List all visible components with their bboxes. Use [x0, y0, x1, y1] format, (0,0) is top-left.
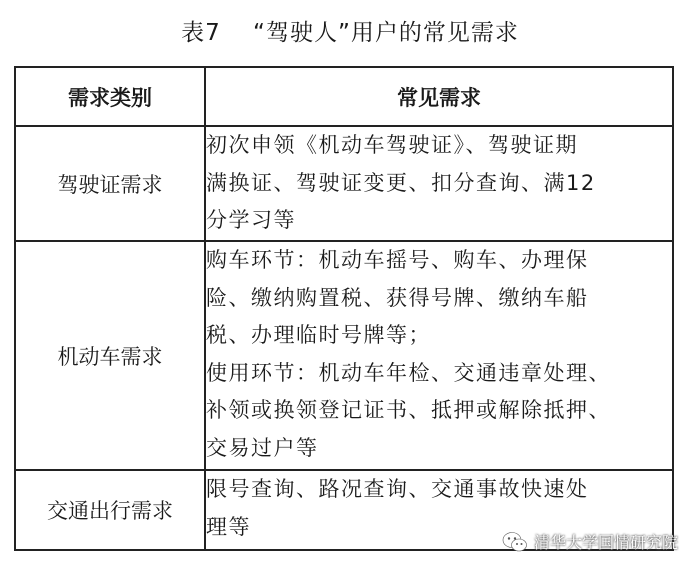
requirement-line: 税、办理临时号牌等；	[206, 323, 431, 347]
table-row-vehicle	[15, 241, 673, 470]
requirement-line: 购车环节：机动车摇号、购车、办理保	[206, 248, 589, 272]
requirement-line: 险、缴纳购置税、获得号牌、缴纳车船	[206, 285, 589, 310]
row-category: 交通出行需求	[15, 470, 205, 550]
header-category: 需求类别	[15, 67, 205, 126]
row-category: 机动车需求	[15, 241, 205, 470]
header-requirements: 常见需求	[205, 67, 673, 126]
requirement-line: 使用环节：机动车年检、交通违章处理、	[206, 360, 611, 385]
row-requirements	[205, 126, 673, 241]
requirement-line: 满换证、驾驶证变更、扣分查询、满12	[206, 170, 596, 195]
wechat-icon	[502, 531, 528, 553]
row-category: 驾驶证需求	[15, 126, 205, 241]
requirement-line: 初次申领《机动车驾驶证》、驾驶证期	[206, 133, 578, 157]
requirement-line: 交易过户等	[206, 435, 319, 460]
requirements-table	[14, 66, 674, 551]
requirement-line: 补领或换领登记证书、抵押或解除抵押、	[206, 398, 611, 422]
requirement-line: 理等	[206, 514, 251, 539]
row-requirements	[205, 241, 673, 470]
table-caption: 表7 “驾驶人”用户的常见需求	[181, 20, 519, 46]
requirement-line: 限号查询、路况查询、交通事故快速处	[206, 477, 589, 501]
watermark	[502, 530, 678, 553]
requirement-line: 分学习等	[206, 208, 296, 232]
watermark-text: 清华大学国情研究院	[533, 533, 678, 552]
table-header-row	[15, 67, 673, 126]
table-row-license	[15, 126, 673, 241]
